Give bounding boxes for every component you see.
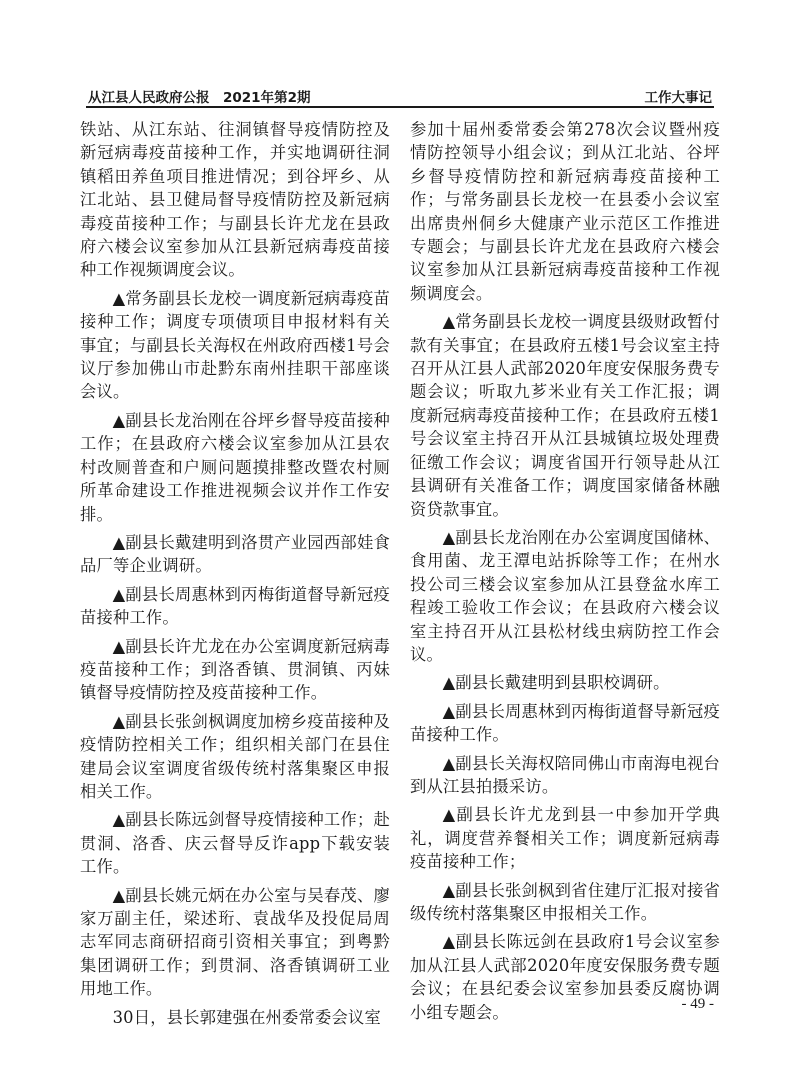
section-title: 工作大事记 (644, 90, 712, 106)
paragraph: ▲副县长姚元炳在办公室与吴春茂、廖家万副主任，梁述珩、袁战华及投促局周志军同志商研招商引资相关事宜；到粤黔集团调研工作；到贯洞、洛香镇调研工业用地工作。 (80, 885, 390, 999)
paragraph: ▲副县长戴建明到县职校调研。 (442, 673, 670, 693)
paragraph: ▲副县长关海权陪同佛山市南海电视台到从江县拍摄采访。 (410, 753, 720, 796)
paragraph: ▲常务副县长龙校一调度县级财政暂付款有关事宜；在县政府五楼1号会议室主持召开从江县人武部2020年度安保服务费专题会议；听取九芗米业有关工作汇报；调度新冠病毒疫苗接种工作；在县政府五楼1号会议室主持召开从江县城镇垃圾处理费征缴工作会议；调度省国开行领导赴从江县调研有关准备工作；调度国家储备林融资贷款事宜。 (410, 312, 720, 519)
paragraph: ▲副县长戴建明到洛贯产业园西部娃食品厂等企业调研。 (80, 532, 390, 576)
publication-title: 从江县人民政府公报 2021年第2期 (88, 90, 311, 106)
paragraph: ▲副县长陈远剑在县政府1号会议室参加从江县人武部2020年度安保服务费专题会议；在县纪委会议室参加县委反腐协调小组专题会。 (410, 932, 720, 1022)
paragraph: ▲常务副县长龙校一调度新冠病毒疫苗接种工作；调度专项债项目申报材料有关事宜；与副县长关海权在州政府西楼1号会议厅参加佛山市赴黔东南州挂职干部座谈会议。 (80, 288, 390, 402)
paragraph: ▲副县长陈远剑督导疫情接种工作；赴贯洞、洛香、庆云督导反诈app下载安装工作。 (80, 810, 390, 877)
paragraph: 30日，县长郭建强在州委常委会议室 (112, 1007, 381, 1027)
page-number: - 49 - (681, 996, 714, 1012)
paragraph: ▲副县长龙治刚在谷坪乡督导疫苗接种工作；在县政府六楼会议室参加从江县农村改厕普查和户厕问题摸排整改暨农村厕所革命建设工作推进视频会议并作工作安排。 (80, 410, 390, 524)
paragraph: ▲副县长龙治刚在办公室调度国储林、食用菌、龙王潭电站拆除等工作；在州水投公司三楼会议室参加从江县登盆水库工程竣工验收工作会议；在县政府六楼会议室主持召开从江县松材线虫病防控工作会议。 (410, 527, 720, 664)
paragraph: ▲副县长许尤龙在办公室调度新冠病毒疫苗接种工作；到洛香镇、贯洞镇、丙妹镇督导疫情防控及疫苗接种工作。 (80, 636, 390, 703)
paragraph: ▲副县长许尤龙到县一中参加开学典礼，调度营养餐相关工作；调度新冠病毒疫苗接种工作； (410, 805, 720, 872)
left-column (80, 118, 390, 1027)
paragraph: 参加十届州委常委会第278次会议暨州疫情防控领导小组会议；到从江北站、谷坪乡督导疫情防控和新冠病毒疫苗接种工作；与常务副县长龙校一在县委小会议室出席贵州侗乡大健康产业示范区工作推进专题会；与副县长许尤龙在县政府六楼会议室参加从江县新冠病毒疫苗接种工作视频调度会。 (410, 120, 720, 303)
page-header (86, 80, 714, 108)
paragraph: 铁站、从江东站、往洞镇督导疫情防控及新冠病毒疫苗接种工作，并实地调研往洞镇稻田养鱼项目推进情况；到谷坪乡、从江北站、县卫健局督导疫情防控及新冠病毒疫苗接种工作；与副县长许尤龙在县政府六楼会议室参加从江县新冠病毒疫苗接种工作视频调度会议。 (80, 120, 390, 280)
paragraph: ▲副县长张剑枫调度加榜乡疫苗接种及疫情防控相关工作；组织相关部门在县住建局会议室调度省级传统村落集聚区申报相关工作。 (80, 711, 390, 801)
paragraph: ▲副县长周惠林到丙梅街道督导新冠疫苗接种工作。 (410, 701, 720, 745)
paragraph: ▲副县长周惠林到丙梅街道督导新冠疫苗接种工作。 (80, 584, 390, 628)
paragraph: ▲副县长张剑枫到省住建厅汇报对接省级传统村落集聚区申报相关工作。 (410, 880, 720, 923)
